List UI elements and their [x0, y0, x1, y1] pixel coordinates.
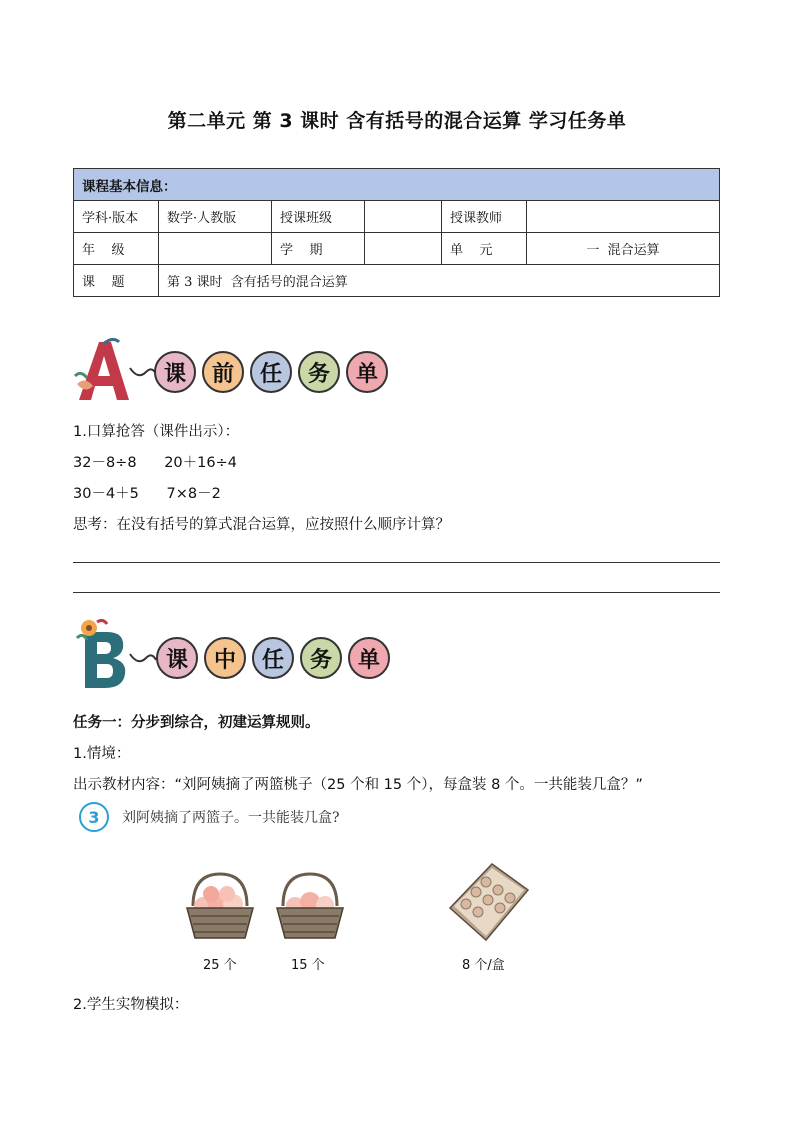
- page-title: 第二单元 第 3 课时 含有括号的混合运算 学习任务单: [167, 110, 627, 132]
- badge-b-5: 单: [348, 637, 390, 679]
- peach-basket-icon: [183, 870, 257, 942]
- peach-basket-icon: [273, 870, 347, 942]
- unit-value: 一 混合运算: [527, 233, 720, 265]
- term-label: 学 期: [272, 233, 365, 265]
- course-info-table: [73, 168, 720, 297]
- material-text: 出示教材内容：“刘阿姨摘了两篮桃子（25 个和 15 个），每盒装 8 个。一共能装几盒？”: [73, 777, 643, 793]
- think-question: 思考：在没有括号的算式混合运算，应按照什么顺序计算？: [73, 517, 450, 533]
- teacher-label: 授课教师: [442, 201, 527, 233]
- question-1: 1.口算抢答（课件出示）：: [73, 424, 240, 440]
- basket-1-label: 25 个: [203, 958, 237, 973]
- problem-text: 刘阿姨摘了两篮子。一共能装几盒?: [122, 810, 340, 826]
- unit-label: 单 元: [442, 233, 527, 265]
- teacher-value: [527, 201, 720, 233]
- badge-a-2: 前: [202, 351, 244, 393]
- topic-label: 课 题: [74, 265, 159, 297]
- topic-value: 第 3 课时 含有括号的混合运算: [159, 265, 720, 297]
- term-value: [365, 233, 442, 265]
- badge-b-2: 中: [204, 637, 246, 679]
- peach-box-icon: [446, 860, 532, 944]
- letter-b-icon: [73, 618, 133, 690]
- situation-label: 1.情境：: [73, 746, 131, 762]
- section-a-badges: [154, 351, 388, 393]
- letter-a-icon: [73, 336, 133, 402]
- box-label: 8 个/盒: [462, 958, 505, 973]
- table-header: 课程基本信息：: [74, 169, 720, 201]
- section-a-logo: [73, 336, 133, 402]
- class-label: 授课班级: [272, 201, 365, 233]
- class-value: [365, 201, 442, 233]
- badge-a-4: 务: [298, 351, 340, 393]
- subject-label: 学科·版本: [74, 201, 159, 233]
- basket-2-label: 15 个: [291, 958, 325, 973]
- badge-b-4: 务: [300, 637, 342, 679]
- simulate-label: 2.学生实物模拟：: [73, 997, 189, 1013]
- grade-label: 年 级: [74, 233, 159, 265]
- section-b-logo: [73, 618, 133, 690]
- expression-row-1: 32－8÷8 20＋16÷4: [73, 455, 237, 471]
- problem-number-badge: 3: [79, 802, 109, 832]
- answer-line-2: [73, 592, 720, 593]
- badge-a-5: 单: [346, 351, 388, 393]
- answer-line-1: [73, 562, 720, 563]
- badge-a-3: 任: [250, 351, 292, 393]
- section-b-badges: [156, 637, 390, 679]
- connector-b-icon: [128, 646, 158, 670]
- badge-b-3: 任: [252, 637, 294, 679]
- task-1-heading: 任务一：分步到综合，初建运算规则。: [73, 715, 320, 731]
- badge-a-1: 课: [154, 351, 196, 393]
- subject-value: 数学·人教版: [159, 201, 272, 233]
- grade-value: [159, 233, 272, 265]
- badge-b-1: 课: [156, 637, 198, 679]
- expression-row-2: 30－4＋5 7×8－2: [73, 486, 221, 502]
